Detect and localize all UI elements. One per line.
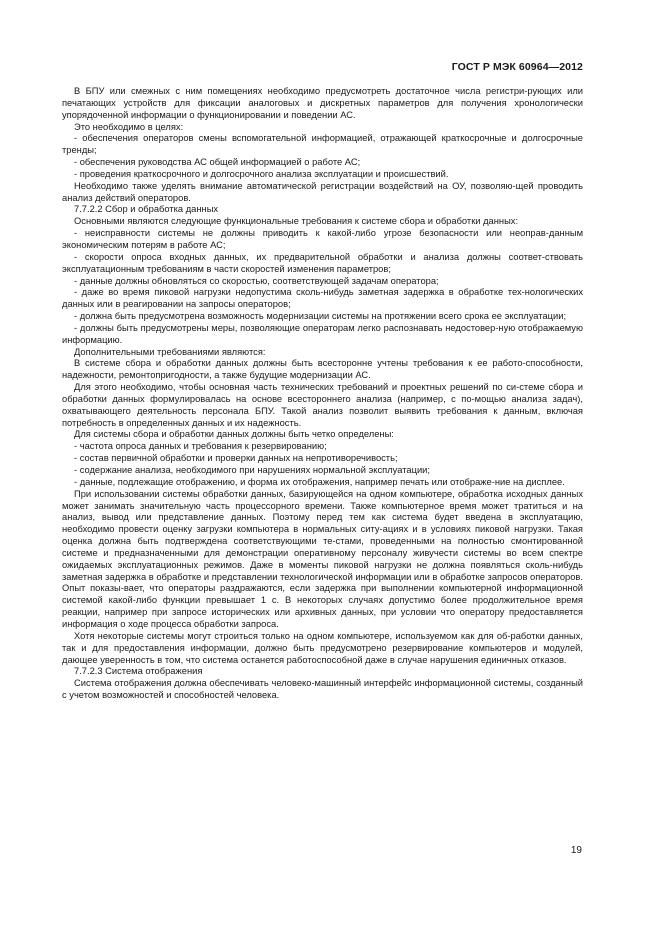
paragraph: В системе сбора и обработки данных должны быть всесторонне учтены требования к ее работо-способности, надежности, ремонтопригодности, а также будущие модернизации АС. xyxy=(62,358,583,381)
list-item: - содержание анализа, необходимого при нарушениях нормальной эксплуатации; xyxy=(74,465,430,475)
paragraph: В БПУ или смежных с ним помещениях необходимо предусмотреть достаточное числа регистри-рующих или печатающих устройств для фиксации аналоговых и дискретных параметров для получения хронологически упорядоченной информации о функционировании и поведении АС. xyxy=(62,86,583,120)
paragraph: Для системы сбора и обработки данных должны быть четко определены: xyxy=(74,429,394,440)
list-item: - скорости опроса входных данных, их предварительной обработки и анализа должны соответ-ствовать эксплуатационным требованиям в части скоростей изменения параметров; xyxy=(62,251,583,274)
list-item: - должны быть предусмотрены меры, позволяющие операторам легко распознавать недостовер-ную отображаемую информацию. xyxy=(62,322,583,345)
paragraph: Система отображения должна обеспечивать человеко-машинный интерфейс информационной системы, созданный с учетом возможностей и способностей человека. xyxy=(62,678,583,701)
list-item: - обеспечения руководства АС общей информацией о работе АС; xyxy=(74,157,361,168)
page-number: 19 xyxy=(570,845,582,856)
section-heading: 7.7.2.3 Система отображения xyxy=(74,666,203,677)
paragraph: Для этого необходимо, чтобы основная часть технических требований и проектных решений по си-стеме сбора и обработки данных формулировалась на основе всестороннего анализа (например, с по-мощью анализа задач), охватывающего деятельность персонала БПУ. Такой анализ позволит выявить требования к данным, включая потребность в определенных данных и их надежность. xyxy=(62,382,583,428)
list-item: - проведения краткосрочного и долгосрочного анализа эксплуатации и происшествий. xyxy=(74,168,449,179)
paragraph: Это необходимо в целях: xyxy=(74,121,184,132)
document-header: ГОСТ Р МЭК 60964—2012 xyxy=(451,61,583,73)
list-item: - должна быть предусмотрена возможность модернизации системы на протяжении всего срока ее эксплуатации; xyxy=(74,311,567,322)
list-item: - даже во время пиковой нагрузки недопустима сколь-нибудь заметная задержка в обработке тех-нологических данных или в реагировании на запросы операторов; xyxy=(62,287,583,310)
paragraph: При использовании системы обработки данных, базирующейся на одном компьютере, обработка исходных данных может занимать значительную часть процессорного времени. Также компьютерное время может тратиться и на анализ, вывод или представление данных. Поэтому перед тем как система будет введена в эксплуатацию, необходимо провести оценку загрузки компьютера в нормальных ситу-ациях и в условиях пиковой нагрузки. Такая оценка должна быть подтверждена соответствующими те-стами, проведенными на полностью смонтированной системе и предназначенными для демонстрации оперативному персоналу живучести системы во всем спектре ожидаемых эксплуатационных режимов. Даже в моменты пиковой нагрузки не должна появляться сколь-нибудь заметная задержка в обработке и представлении технологической информации или в обработке запросов операторов. Опыт показы-вает, что операторы раздражаются, если задержка при выполнении компьютерной информационной системой какой-либо функции превышает 1 с. В некоторых случаях допустимо более продолжительное время реакции, например при запросе исторических или архивных данных, при условии что оператору предоставляется информация о ходе процесса обработки запроса. xyxy=(62,488,583,629)
list-item: - обеспечения операторов смены вспомогательной информацией, отражающей краткосрочные и долгосрочные тренды; xyxy=(62,133,583,156)
paragraph: Основными являются следующие функциональные требования к системе сбора и обработки данных: xyxy=(74,216,519,227)
paragraph: Дополнительными требованиями являются: xyxy=(74,346,266,357)
paragraph: Необходимо также уделять внимание автоматической регистрации воздействий на ОУ, позволяю-щей проводить анализ действий операторов. xyxy=(62,180,583,203)
paragraph: Хотя некоторые системы могут строиться только на одном компьютере, используемом как для об-работки данных, так и для предоставления информации, должно быть предусмотрено резервирование компьютеров и модулей, дающее уверенность в том, что система останется работоспособной даже в случае нарушения единичных отказов. xyxy=(62,630,583,665)
list-item: - данные должны обновляться со скоростью, соответствующей задачам оператора; xyxy=(74,275,439,286)
section-heading: 7.7.2.2 Сбор и обработка данных xyxy=(74,204,219,215)
list-item: - частота опроса данных и требования к резервированию; xyxy=(74,441,327,452)
list-item: - данные, подлежащие отображению, и форма их отображения, например печать или отображе-ние на дисплее. xyxy=(74,476,565,487)
list-item: - состав первичной обработки и проверки данных на непротиворечивость; xyxy=(74,453,398,464)
document-body xyxy=(62,86,583,702)
list-item: - неисправности системы не должны приводить к какой-либо угрозе безопасности или неоправ-данным экономическим потерям в работе АС; xyxy=(62,228,583,250)
